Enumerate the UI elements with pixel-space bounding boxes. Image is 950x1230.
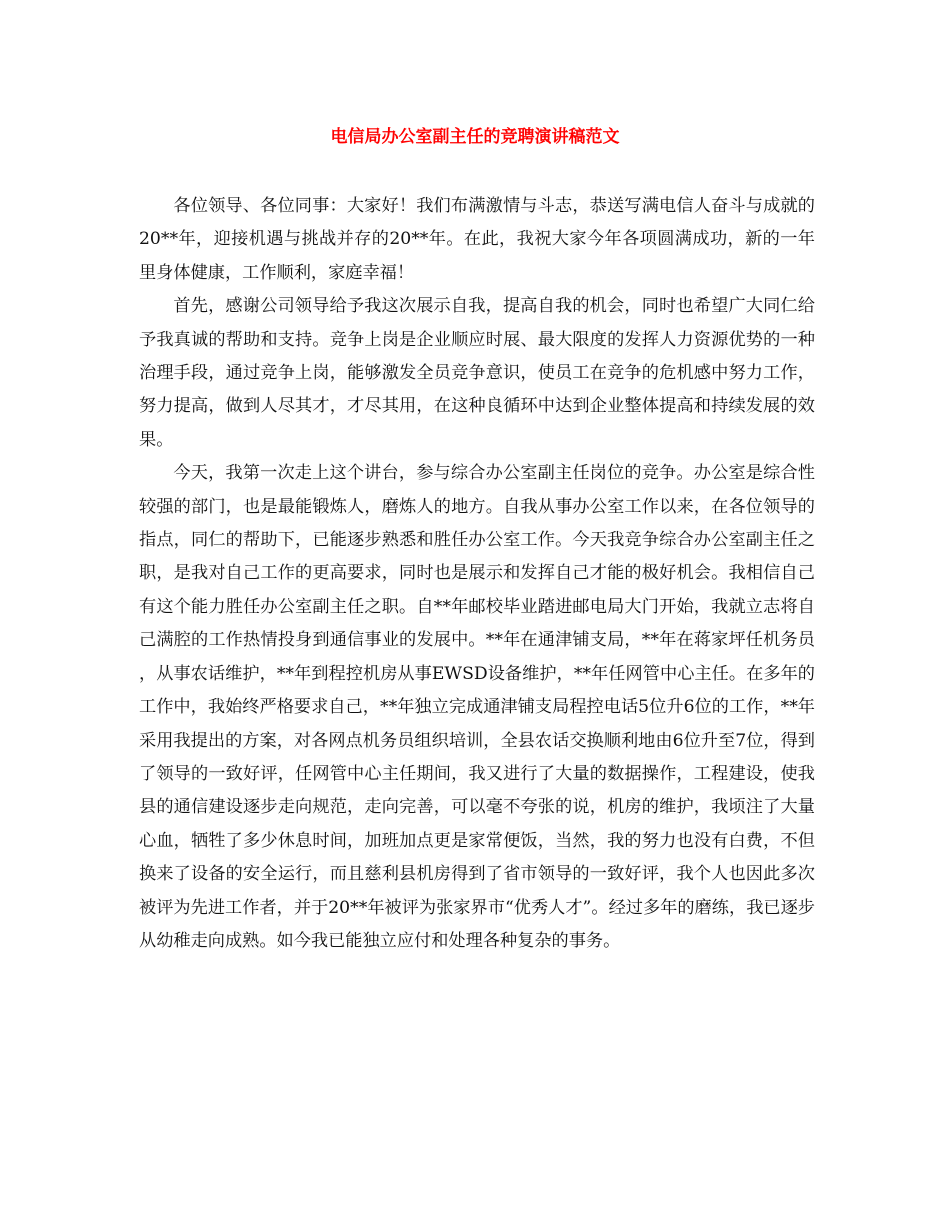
document-body <box>139 190 815 958</box>
paragraph-experience: 今天，我第一次走上这个讲台，参与综合办公室副主任岗位的竞争。办公室是综合性较强的部门，也是最能锻炼人，磨炼人的地方。自我从事办公室工作以来，在各位领导的指点，同仁的帮助下，已能逐步熟悉和胜任办公室工作。今天我竞争综合办公室副主任之职，是我对自己工作的更高要求，同时也是展示和发挥自己才能的极好机会。我相信自己有这个能力胜任办公室副主任之职。自**年邮校毕业踏进邮电局大门开始，我就立志将自己满腔的工作热情投身到通信事业的发展中。**年在通津铺支局，**年在蒋家坪任机务员，从事农话维护，**年到程控机房从事EWSD设备维护，**年任网管中心主任。在多年的工作中，我始终严格要求自己，**年独立完成通津铺支局程控电话5位升6位的工作，**年采用我提出的方案，对各网点机务员组织培训，全县农话交换顺利地由6位升至7位，得到了领导的一致好评，任网管中心主任期间，我又进行了大量的数据操作，工程建设，使我县的通信建设逐步走向规范，走向完善，可以毫不夸张的说，机房的维护，我顷注了大量心血，牺牲了多少休息时间，加班加点更是家常便饭，当然，我的努力也没有白费，不但换来了设备的安全运行，而且慈利县机房得到了省市领导的一致好评，我个人也因此多次被评为先进工作者，并于20**年被评为张家界市“优秀人才”。经过多年的磨练，我已逐步从幼稚走向成熟。如今我已能独立应付和处理各种复杂的事务。 <box>139 463 815 951</box>
document-title: 电信局办公室副主任的竞聘演讲稿范文 <box>330 127 620 147</box>
paragraph-thanks: 首先，感谢公司领导给予我这次展示自我，提高自我的机会，同时也希望广大同仁给予我真诚的帮助和支持。竞争上岗是企业顺应时展、最大限度的发挥人力资源优势的一种治理手段，通过竞争上岗，能够激发全员竞争意识，使员工在竞争的危机感中努力工作，努力提高，做到人尽其才，才尽其用，在这种良循环中达到企业整体提高和持续发展的效果。 <box>139 296 815 450</box>
paragraph-greeting: 各位领导、各位同事：大家好！我们布满激情与斗志，恭送写满电信人奋斗与成就的20**年，迎接机遇与挑战并存的20**年。在此，我祝大家今年各项圆满成功，新的一年里身体健康，工作顺利，家庭幸福！ <box>139 196 815 283</box>
